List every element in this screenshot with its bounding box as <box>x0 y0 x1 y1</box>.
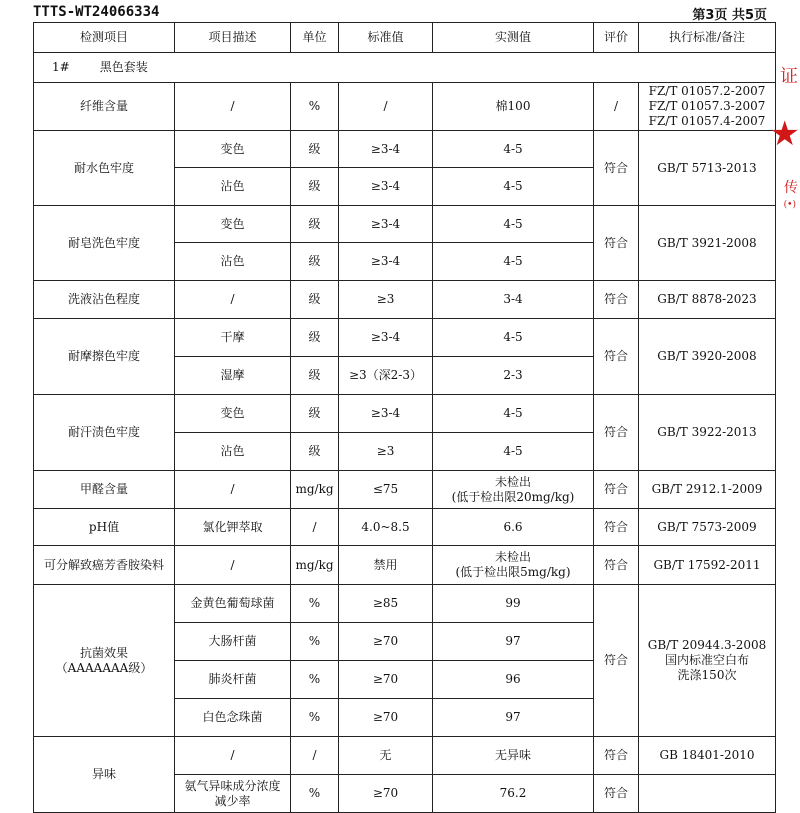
item-cell: pH值 <box>34 509 175 546</box>
std-cell: ≤75 <box>339 471 433 509</box>
result-cell: 76.2 <box>433 775 594 813</box>
unit-cell: 级 <box>291 168 339 206</box>
std-cell: ≥3-4 <box>339 243 433 281</box>
result-cell: 97 <box>433 699 594 737</box>
desc-cell: / <box>175 546 291 585</box>
standard-line: FZ/T 01057.3-2007 <box>648 99 766 113</box>
item-cell: 纤维含量 <box>34 83 175 131</box>
desc-line: 减少率 <box>214 793 251 808</box>
item-line: （AAAAAAA级） <box>55 660 153 675</box>
desc-cell: 变色 <box>175 131 291 168</box>
result-cell: 4-5 <box>433 131 594 168</box>
standard-cell: GB/T 3921-2008 <box>639 206 776 281</box>
table-row <box>34 131 776 168</box>
std-cell: ≥3-4 <box>339 206 433 243</box>
result-cell: 2-3 <box>433 357 594 395</box>
table-row <box>34 737 776 775</box>
desc-cell: / <box>175 737 291 775</box>
eval-cell: 符合 <box>594 395 639 471</box>
desc-cell: / <box>175 281 291 319</box>
result-cell: 4-5 <box>433 168 594 206</box>
result-line: 未检出 <box>494 550 531 564</box>
std-cell: 无 <box>339 737 433 775</box>
standard-cell: GB/T 2912.1-2009 <box>639 471 776 509</box>
eval-cell: 符合 <box>594 319 639 395</box>
stamp-text: 传 <box>784 180 798 196</box>
red-seal-stamp <box>769 62 800 222</box>
unit-cell: 级 <box>291 433 339 471</box>
standard-cell: GB/T 8878-2023 <box>639 281 776 319</box>
unit-cell: % <box>291 585 339 623</box>
desc-cell: 氯化钾萃取 <box>175 509 291 546</box>
eval-cell: 符合 <box>594 281 639 319</box>
stamp-text: (•) <box>783 200 796 210</box>
col-header-std: 标准值 <box>339 23 433 53</box>
std-cell: ≥3 <box>339 433 433 471</box>
result-cell <box>433 546 594 585</box>
std-cell: ≥85 <box>339 585 433 623</box>
unit-cell: 级 <box>291 131 339 168</box>
standard-cell: GB 18401-2010 <box>639 737 776 775</box>
desc-line: 氨气异味成分浓度 <box>184 778 281 793</box>
desc-cell: 沾色 <box>175 168 291 206</box>
standard-cell: GB/T 5713-2013 <box>639 131 776 206</box>
unit-cell: % <box>291 83 339 131</box>
stamp-text: 证 <box>780 66 798 87</box>
col-header-eval: 评价 <box>594 23 639 53</box>
item-cell: 甲醛含量 <box>34 471 175 509</box>
desc-cell: 肺炎杆菌 <box>175 661 291 699</box>
desc-cell: 干摩 <box>175 319 291 357</box>
unit-cell: 级 <box>291 357 339 395</box>
col-header-unit: 单位 <box>291 23 339 53</box>
result-line: (低于检出限5mg/kg) <box>455 565 571 579</box>
unit-cell: 级 <box>291 243 339 281</box>
standard-line: 洗涤150次 <box>677 668 737 682</box>
desc-cell: 沾色 <box>175 433 291 471</box>
test-results-table <box>33 22 776 813</box>
result-cell: 4-5 <box>433 395 594 433</box>
report-number: TTTS-WT24066334 <box>33 4 160 20</box>
col-header-result: 实测值 <box>433 23 594 53</box>
unit-cell: % <box>291 775 339 813</box>
table-header-row <box>34 23 776 53</box>
eval-cell: 符合 <box>594 775 639 813</box>
desc-cell: 大肠杆菌 <box>175 623 291 661</box>
standard-cell: GB/T 7573-2009 <box>639 509 776 546</box>
page-number: 第3页 共5页 <box>692 8 767 23</box>
result-cell: 97 <box>433 623 594 661</box>
std-cell: 禁用 <box>339 546 433 585</box>
std-cell: ≥70 <box>339 699 433 737</box>
table-row <box>34 585 776 623</box>
result-cell: 96 <box>433 661 594 699</box>
desc-cell: 白色念珠菌 <box>175 699 291 737</box>
result-cell: 无异味 <box>433 737 594 775</box>
eval-cell: 符合 <box>594 546 639 585</box>
standard-line: FZ/T 01057.4-2007 <box>648 114 766 128</box>
section-row <box>34 53 776 83</box>
eval-cell: 符合 <box>594 585 639 737</box>
result-cell: 6.6 <box>433 509 594 546</box>
table-row <box>34 319 776 357</box>
desc-cell: 变色 <box>175 395 291 433</box>
standard-cell: GB/T 17592-2011 <box>639 546 776 585</box>
std-cell: ≥70 <box>339 775 433 813</box>
item-cell: 耐摩擦色牢度 <box>34 319 175 395</box>
unit-cell: 级 <box>291 319 339 357</box>
result-cell: 3-4 <box>433 281 594 319</box>
desc-cell: 沾色 <box>175 243 291 281</box>
item-cell: 耐皂洗色牢度 <box>34 206 175 281</box>
item-cell: 洗液沾色程度 <box>34 281 175 319</box>
col-header-desc: 项目描述 <box>175 23 291 53</box>
unit-cell: mg/kg <box>291 471 339 509</box>
table-row <box>34 281 776 319</box>
unit-cell: / <box>291 737 339 775</box>
table-row <box>34 509 776 546</box>
col-header-item: 检测项目 <box>34 23 175 53</box>
result-cell: 棉100 <box>433 83 594 131</box>
star-icon: ★ <box>769 114 800 154</box>
unit-cell: % <box>291 661 339 699</box>
std-cell: ≥3-4 <box>339 395 433 433</box>
unit-cell: mg/kg <box>291 546 339 585</box>
std-cell: / <box>339 83 433 131</box>
unit-cell: 级 <box>291 281 339 319</box>
result-cell <box>433 471 594 509</box>
desc-cell: / <box>175 83 291 131</box>
result-line: 未检出 <box>494 474 531 489</box>
eval-cell: 符合 <box>594 471 639 509</box>
std-cell: ≥3-4 <box>339 168 433 206</box>
desc-cell: / <box>175 471 291 509</box>
result-line: (低于检出限20mg/kg) <box>451 489 575 504</box>
eval-cell: 符合 <box>594 509 639 546</box>
standard-line: GB/T 20944.3-2008 <box>647 638 767 652</box>
standard-cell: GB/T 3920-2008 <box>639 319 776 395</box>
result-cell: 4-5 <box>433 433 594 471</box>
standard-line: 国内标准空白布 <box>664 653 749 667</box>
table-row <box>34 546 776 585</box>
desc-cell <box>175 775 291 813</box>
col-header-standard: 执行标准/备注 <box>639 23 776 53</box>
eval-cell: / <box>594 83 639 131</box>
section-title <box>34 53 776 83</box>
table-row <box>34 206 776 243</box>
std-cell: 4.0~8.5 <box>339 509 433 546</box>
unit-cell: 级 <box>291 206 339 243</box>
table-row <box>34 83 776 131</box>
result-cell: 99 <box>433 585 594 623</box>
section-number: 1# <box>52 60 70 74</box>
unit-cell: 级 <box>291 395 339 433</box>
item-cell: 可分解致癌芳香胺染料 <box>34 546 175 585</box>
standard-line: FZ/T 01057.2-2007 <box>648 84 766 98</box>
item-cell: 耐汗渍色牢度 <box>34 395 175 471</box>
standard-cell <box>639 775 776 813</box>
result-cell: 4-5 <box>433 206 594 243</box>
std-cell: ≥70 <box>339 661 433 699</box>
unit-cell: / <box>291 509 339 546</box>
std-cell: ≥3-4 <box>339 131 433 168</box>
eval-cell: 符合 <box>594 206 639 281</box>
desc-cell: 变色 <box>175 206 291 243</box>
unit-cell: % <box>291 623 339 661</box>
item-line: 抗菌效果 <box>79 645 128 660</box>
desc-cell: 湿摩 <box>175 357 291 395</box>
section-name: 黑色套装 <box>99 60 148 74</box>
item-cell: 异味 <box>34 737 175 813</box>
unit-cell: % <box>291 699 339 737</box>
eval-cell: 符合 <box>594 131 639 206</box>
standard-cell <box>639 585 776 737</box>
std-cell: ≥3-4 <box>339 319 433 357</box>
item-cell: 耐水色牢度 <box>34 131 175 206</box>
result-cell: 4-5 <box>433 243 594 281</box>
eval-cell: 符合 <box>594 737 639 775</box>
std-cell: ≥3 <box>339 281 433 319</box>
table-row <box>34 395 776 433</box>
table-row <box>34 471 776 509</box>
std-cell: ≥3（深2-3） <box>339 357 433 395</box>
standard-cell: GB/T 3922-2013 <box>639 395 776 471</box>
page-header <box>33 4 767 23</box>
std-cell: ≥70 <box>339 623 433 661</box>
item-cell <box>34 585 175 737</box>
standard-cell <box>639 83 776 131</box>
desc-cell: 金黄色葡萄球菌 <box>175 585 291 623</box>
result-cell: 4-5 <box>433 319 594 357</box>
